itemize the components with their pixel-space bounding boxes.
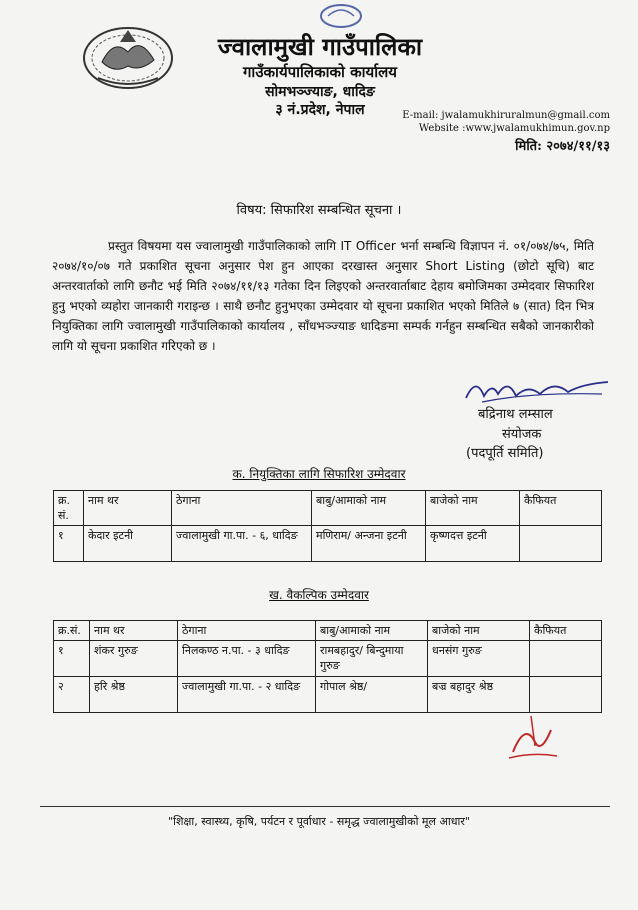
alternate-candidates-table: [53, 620, 602, 713]
header-address: ठेगाना: [172, 491, 312, 526]
cell-name: हरि श्रेष्ठ: [90, 677, 178, 713]
subject-line: विषय: सिफारिश सम्बन्धित सूचना ।: [236, 203, 402, 218]
cell-address: ज्वालामुखी गा.पा. - ६, धादिङ: [172, 526, 312, 562]
cell-grandfather: धनसंग गुरुङ: [428, 641, 530, 677]
cell-serial: २: [54, 677, 90, 713]
cell-address: ज्वालामुखी गा.पा. - २ धादिङ: [178, 677, 316, 713]
cell-grandfather: कृष्णदत्त इटनी: [426, 526, 520, 562]
signatory-committee: (पदपूर्ति समिति): [466, 446, 544, 461]
cell-remarks: [530, 677, 602, 713]
table-header-row: [54, 621, 602, 641]
footer-divider: [40, 806, 610, 807]
email-text: E-mail: jwalamukhiruralmun@gmail.com: [402, 110, 610, 121]
cell-serial: १: [54, 526, 84, 562]
notice-body: प्रस्तुत विषयमा यस ज्वालामुखी गाउँपालिकाको लागि IT Officer भर्ना सम्बन्धि विज्ञापन नं. ०१/०७४/७५, मिति २०७४/१०/०७ गते प्रकाशित सूचना अनुसार पेश हुन आएका दरखास्त अनुसार Short Listing (छोटो सूचि) बाट अन्तरवार्ताको लागि छनौट भई मिति २०७४/११/१३ गतेका दिन लिइएको अन्तरवार्ताबाट देहाय बमोजिमका उम्मेदवार सिफारिश हुनु भएको व्यहोरा जानकारी गराइन्छ । साथै छनौट हुनुभएका उम्मेदवार यो सूचना प्रकाशित भएको मितिले ७ (सात) दिन भित्र नियुक्तिका लागि ज्वालामुखी गाउँपालिकाको कार्यालय , साँधभञ्ज्याङ धादिङमा सम्पर्क गर्नहुन सम्बन्धित सबैको जानकारीको लागि यो सूचना प्रकाशित गरिएको छ ।: [52, 239, 594, 353]
signature-icon: [462, 372, 612, 408]
table-row: [54, 641, 602, 677]
municipality-name: ज्वालामुखी गाउँपालिका: [217, 33, 423, 61]
cell-name: शंकर गुरुङ: [90, 641, 178, 677]
cell-remarks: [520, 526, 602, 562]
notice-date: मिति: २०७४/११/१३: [515, 139, 610, 154]
province: ३ नं.प्रदेश, नेपाल: [275, 102, 365, 118]
office-location: सोमभञ्ज्याङ, धादिङ: [265, 84, 375, 100]
cell-grandfather: बज्र बहादुर श्रेष्ठ: [428, 677, 530, 713]
signatory-name: बद्रिनाथ लम्साल: [478, 407, 553, 422]
cell-serial: १: [54, 641, 90, 677]
header-remarks: कैफियत: [530, 621, 602, 641]
table-row: [54, 526, 602, 562]
header-remarks: कैफियत: [520, 491, 602, 526]
cell-address: निलकण्ठ न.पा. - ३ धादिङ: [178, 641, 316, 677]
header-serial: क्र.सं.: [54, 621, 90, 641]
recommended-candidates-table: [53, 490, 602, 562]
table2-caption: ख. वैकल्पिक उम्मेदवार: [269, 588, 369, 602]
office-name: गाउँकार्यपालिकाको कार्यालय: [242, 63, 397, 81]
cell-parents: रामबहादुर/ बिन्दुमाया गुरुङ: [316, 641, 428, 677]
header-address: ठेगाना: [178, 621, 316, 641]
initials-icon: [505, 712, 561, 764]
cell-parents: गोपाल श्रेष्ठ/: [316, 677, 428, 713]
header-serial: क्र. सं.: [54, 491, 84, 526]
footer-motto: "शिक्षा, स्वास्थ्य, कृषि, पर्यटन र पूर्वाधार - समृद्ध ज्वालामुखीको मूल आधार": [168, 815, 470, 828]
header-grandfather: बाजेको नाम: [428, 621, 530, 641]
table1-caption: क. नियुक्तिका लागि सिफारिश उम्मेदवार: [232, 467, 406, 481]
stamp-icon: [318, 2, 364, 30]
header-parents: बाबु/आमाको नाम: [316, 621, 428, 641]
header-name: नाम थर: [84, 491, 172, 526]
header-name: नाम थर: [90, 621, 178, 641]
nepal-emblem-icon: [80, 22, 176, 92]
website-text: Website :www.jwalamukhimun.gov.np: [418, 123, 610, 134]
table-header-row: [54, 491, 602, 526]
header-parents: बाबु/आमाको नाम: [312, 491, 426, 526]
cell-name: केदार इटनी: [84, 526, 172, 562]
cell-parents: मणिराम/ अन्जना इटनी: [312, 526, 426, 562]
table-row: [54, 677, 602, 713]
signatory-role: संयोजक: [502, 427, 542, 442]
header-grandfather: बाजेको नाम: [426, 491, 520, 526]
cell-remarks: [530, 641, 602, 677]
